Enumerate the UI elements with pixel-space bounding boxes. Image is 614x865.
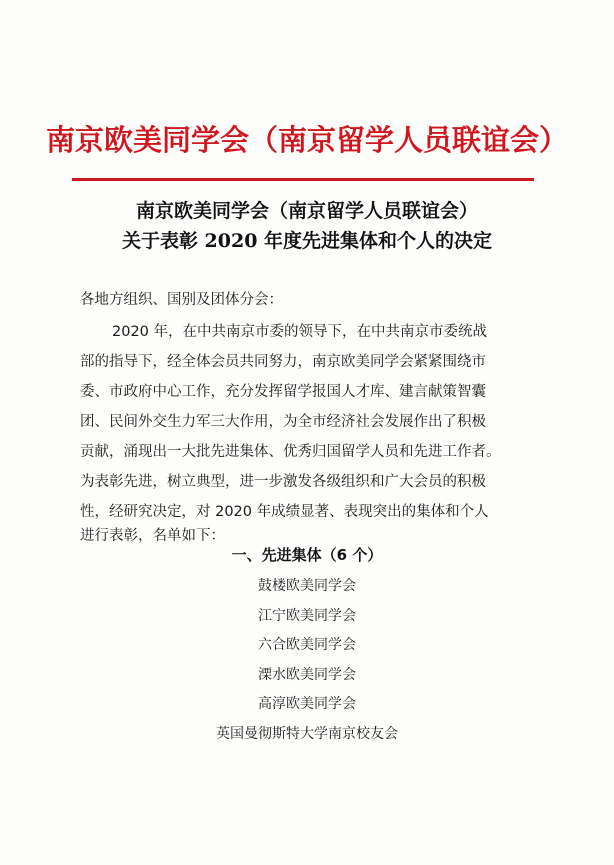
- section-heading-advanced-collectives: 一、先进集体（6 个）: [231, 546, 383, 564]
- salutation: 各地方组织、国别及团体分会：: [80, 292, 283, 308]
- body-line: 2020 年，在中共南京市委的领导下，在中共南京市委统战: [112, 324, 488, 340]
- list-item: 六合欧美同学会: [258, 637, 356, 654]
- red-divider-line: [72, 178, 534, 181]
- list-item: 高淳欧美同学会: [258, 696, 356, 713]
- body-line: 委、市政府中心工作，充分发挥留学报国人才库、建言献策智囊: [80, 384, 486, 400]
- body-line: 为表彰先进，树立典型，进一步激发各级组织和广大会员的积极: [80, 474, 486, 490]
- document-title-line-2: 关于表彰 2020 年度先进集体和个人的决定: [121, 230, 493, 252]
- list-item: 英国曼彻斯特大学南京校友会: [216, 725, 398, 742]
- list-item: 溧水欧美同学会: [258, 666, 356, 683]
- list-item: 鼓楼欧美同学会: [258, 578, 356, 594]
- masthead-title: 南京欧美同学会（南京留学人员联谊会）: [45, 123, 568, 157]
- body-line: 贡献，涌现出一大批先进集体、优秀归国留学人员和先进工作者。: [80, 444, 501, 460]
- advanced-collectives-list: [0, 572, 614, 750]
- body-line: 部的指导下，经全体会员共同努力，南京欧美同学会紧紧围绕市: [80, 354, 486, 370]
- body-line: 团、民间外交生力军三大作用，为全市经济社会发展作出了积极: [80, 414, 486, 430]
- body-line: 性，经研究决定，对 2020 年成绩显著、表现突出的集体和个人: [80, 504, 489, 520]
- body-line: 进行表彰，名单如下：: [80, 528, 225, 544]
- list-item: 江宁欧美同学会: [258, 607, 356, 624]
- document-title-line-1: 南京欧美同学会（南京留学人员联谊会）: [135, 200, 478, 222]
